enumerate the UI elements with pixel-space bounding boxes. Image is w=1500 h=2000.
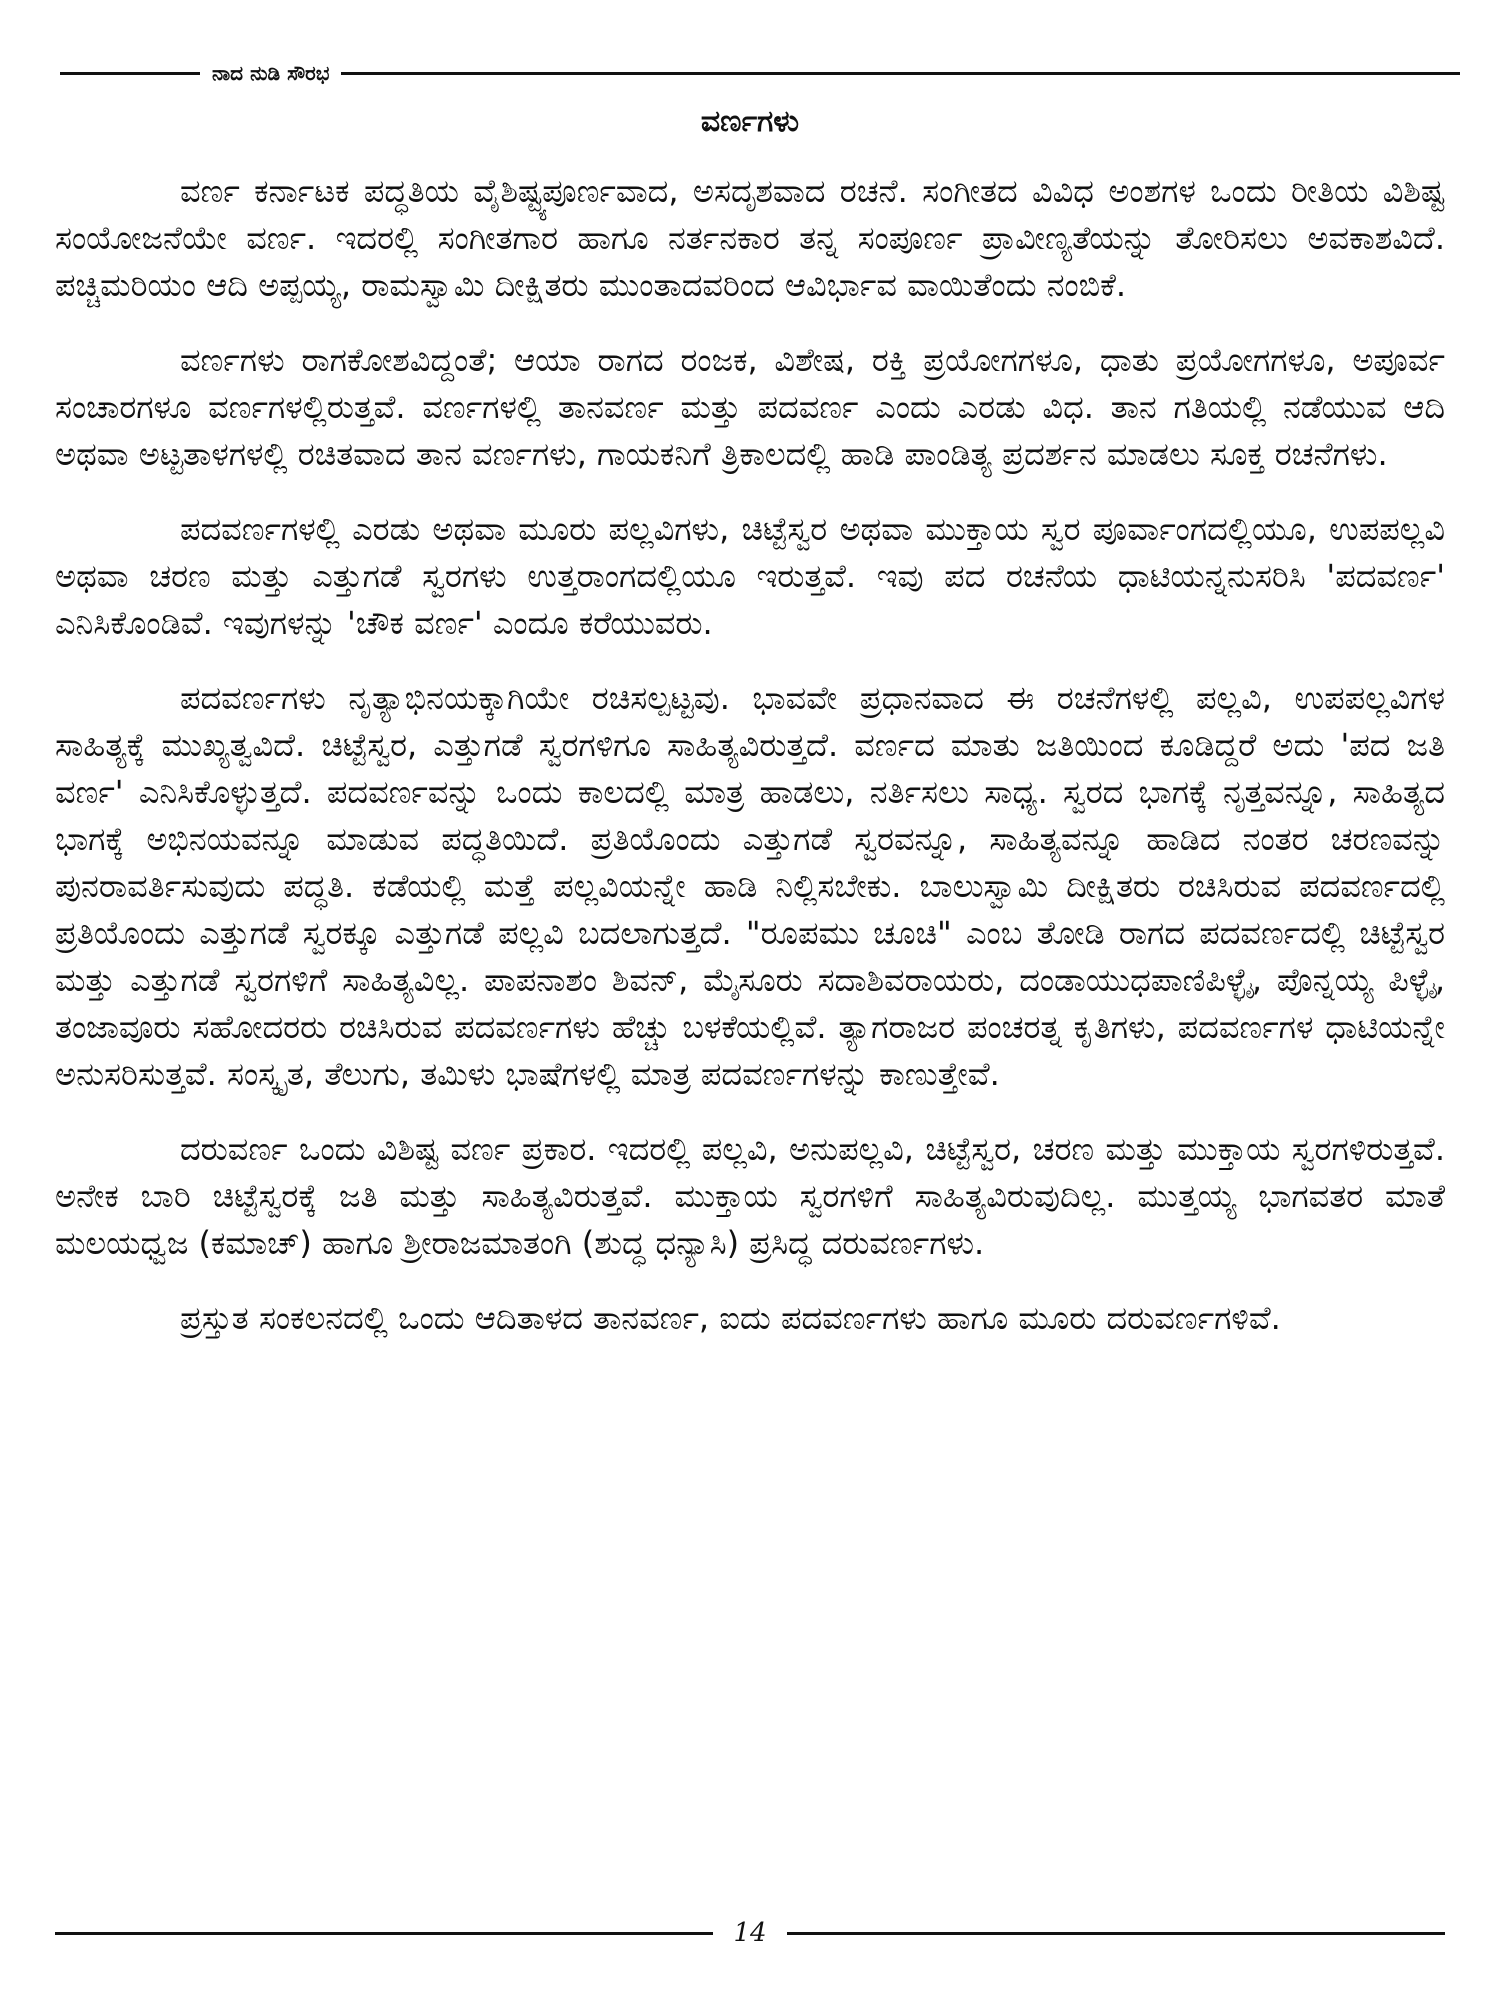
footer-rule-left	[55, 1932, 713, 1935]
paragraph-6: ಪ್ರಸ್ತುತ ಸಂಕಲನದಲ್ಲಿ ಒಂದು ಆದಿತಾಳದ ತಾನವರ್ಣ, ಐದು ಪದವರ್ಣಗಳು ಹಾಗೂ ಮೂರು ದರುವರ್ಣಗಳಿವೆ.	[180, 1299, 1281, 1337]
paragraph-1: ವರ್ಣ ಕರ್ನಾಟಕ ಪದ್ಧತಿಯ ವೈಶಿಷ್ಟ್ಯಪೂರ್ಣವಾದ, ಅಸದೃಶವಾದ ರಚನೆ. ಸಂಗೀತದ ವಿವಿಧ ಅಂಶಗಳ ಒಂದು ರೀತಿಯ ವಿಶಿಷ್ಟ ಸಂಯೋಜನೆಯೇ ವರ್ಣ. ಇದರಲ್ಲಿ ಸಂಗೀತಗಾರ ಹಾಗೂ ನರ್ತನಕಾರ ತನ್ನ ಸಂಪೂರ್ಣ ಪ್ರಾವೀಣ್ಯತೆಯನ್ನು ತೋರಿಸಲು ಅವಕಾಶವಿದೆ. ಪಚ್ಚಿಮರಿಯಂ ಆದಿ ಅಪ್ಪಯ್ಯ, ರಾಮಸ್ವಾಮಿ ದೀಕ್ಷಿತರು ಮುಂತಾದವರಿಂದ ಆವಿರ್ಭಾವ ವಾಯಿತೆಂದು ನಂಬಿಕೆ.	[55, 172, 1445, 304]
book-title: ನಾದ ನುಡಿ ಸೌರಭ	[212, 61, 330, 85]
page-footer	[55, 1913, 1445, 1953]
section-heading: ವರ್ಣಗಳು	[700, 104, 800, 139]
body-text	[55, 168, 1445, 1370]
page-header	[60, 58, 1460, 88]
paragraph-4: ಪದವರ್ಣಗಳು ನೃತ್ಯಾಭಿನಯಕ್ಕಾಗಿಯೇ ರಚಿಸಲ್ಪಟ್ಟವು. ಭಾವವೇ ಪ್ರಧಾನವಾದ ಈ ರಚನೆಗಳಲ್ಲಿ ಪಲ್ಲವಿ, ಉಪಪಲ್ಲವಿಗಳ ಸಾಹಿತ್ಯಕ್ಕೆ ಮುಖ್ಯತ್ವವಿದೆ. ಚಿಟ್ಟೆಸ್ವರ, ಎತ್ತುಗಡೆ ಸ್ವರಗಳಿಗೂ ಸಾಹಿತ್ಯವಿರುತ್ತದೆ. ವರ್ಣದ ಮಾತು ಜತಿಯಿಂದ ಕೂಡಿದ್ದರೆ ಅದು 'ಪದ ಜತಿ ವರ್ಣ' ಎನಿಸಿಕೊಳ್ಳುತ್ತದೆ. ಪದವರ್ಣವನ್ನು ಒಂದು ಕಾಲದಲ್ಲಿ ಮಾತ್ರ ಹಾಡಲು, ನರ್ತಿಸಲು ಸಾಧ್ಯ. ಸ್ವರದ ಭಾಗಕ್ಕೆ ನೃತ್ತವನ್ನೂ, ಸಾಹಿತ್ಯದ ಭಾಗಕ್ಕೆ ಅಭಿನಯವನ್ನೂ ಮಾಡುವ ಪದ್ಧತಿಯಿದೆ. ಪ್ರತಿಯೊಂದು ಎತ್ತುಗಡೆ ಸ್ವರವನ್ನೂ, ಸಾಹಿತ್ಯವನ್ನೂ ಹಾಡಿದ ನಂತರ ಚರಣವನ್ನು ಪುನರಾವರ್ತಿಸುವುದು ಪದ್ಧತಿ. ಕಡೆಯಲ್ಲಿ ಮತ್ತೆ ಪಲ್ಲವಿಯನ್ನೇ ಹಾಡಿ ನಿಲ್ಲಿಸಬೇಕು. ಬಾಲುಸ್ವಾಮಿ ದೀಕ್ಷಿತರು ರಚಿಸಿರುವ ಪದವರ್ಣದಲ್ಲಿ ಪ್ರತಿಯೊಂದು ಎತ್ತುಗಡೆ ಸ್ವರಕ್ಕೂ ಎತ್ತುಗಡೆ ಪಲ್ಲವಿ ಬದಲಾಗುತ್ತದೆ. "ರೂಪಮು ಚೂಚಿ" ಎಂಬ ತೋಡಿ ರಾಗದ ಪದವರ್ಣದಲ್ಲಿ ಚಿಟ್ಟೆಸ್ವರ ಮತ್ತು ಎತ್ತುಗಡೆ ಸ್ವರಗಳಿಗೆ ಸಾಹಿತ್ಯವಿಲ್ಲ. ಪಾಪನಾಶಂ ಶಿವನ್, ಮೈಸೂರು ಸದಾಶಿವರಾಯರು, ದಂಡಾಯುಧಪಾಣಿಪಿಳ್ಳೈ, ಪೊನ್ನಯ್ಯ ಪಿಳ್ಳೈ, ತಂಜಾವೂರು ಸಹೋದರರು ರಚಿಸಿರುವ ಪದವರ್ಣಗಳು ಹೆಚ್ಚು ಬಳಕೆಯಲ್ಲಿವೆ. ತ್ಯಾಗರಾಜರ ಪಂಚರತ್ನ ಕೃತಿಗಳು, ಪದವರ್ಣಗಳ ಧಾಟಿಯನ್ನೇ ಅನುಸರಿಸುತ್ತವೆ. ಸಂಸ್ಕೃತ, ತೆಲುಗು, ತಮಿಳು ಭಾಷೆಗಳಲ್ಲಿ ಮಾತ್ರ ಪದವರ್ಣಗಳನ್ನು ಕಾಣುತ್ತೇವೆ.	[55, 679, 1445, 1093]
header-rule-right	[341, 72, 1460, 75]
paragraph-3: ಪದವರ್ಣಗಳಲ್ಲಿ ಎರಡು ಅಥವಾ ಮೂರು ಪಲ್ಲವಿಗಳು, ಚಿಟ್ಟೆಸ್ವರ ಅಥವಾ ಮುಕ್ತಾಯ ಸ್ವರ ಪೂರ್ವಾಂಗದಲ್ಲಿಯೂ, ಉಪಪಲ್ಲವಿ ಅಥವಾ ಚರಣ ಮತ್ತು ಎತ್ತುಗಡೆ ಸ್ವರಗಳು ಉತ್ತರಾಂಗದಲ್ಲಿಯೂ ಇರುತ್ತವೆ. ಇವು ಪದ ರಚನೆಯ ಧಾಟಿಯನ್ನನುಸರಿಸಿ 'ಪದವರ್ಣ' ಎನಿಸಿಕೊಂಡಿವೆ. ಇವುಗಳನ್ನು 'ಚೌಕ ವರ್ಣ' ಎಂದೂ ಕರೆಯುವರು.	[55, 510, 1445, 642]
paragraph-2: ವರ್ಣಗಳು ರಾಗಕೋಶವಿದ್ದಂತೆ; ಆಯಾ ರಾಗದ ರಂಜಕ, ವಿಶೇಷ, ರಕ್ತಿ ಪ್ರಯೋಗಗಳೂ, ಧಾತು ಪ್ರಯೋಗಗಳೂ, ಅಪೂರ್ವ ಸಂಚಾರಗಳೂ ವರ್ಣಗಳಲ್ಲಿರುತ್ತವೆ. ವರ್ಣಗಳಲ್ಲಿ ತಾನವರ್ಣ ಮತ್ತು ಪದವರ್ಣ ಎಂದು ಎರಡು ವಿಧ. ತಾನ ಗತಿಯಲ್ಲಿ ನಡೆಯುವ ಆದಿ ಅಥವಾ ಅಟ್ಟತಾಳಗಳಲ್ಲಿ ರಚಿತವಾದ ತಾನ ವರ್ಣಗಳು, ಗಾಯಕನಿಗೆ ತ್ರಿಕಾಲದಲ್ಲಿ ಹಾಡಿ ಪಾಂಡಿತ್ಯ ಪ್ರದರ್ಶನ ಮಾಡಲು ಸೂಕ್ತ ರಚನೆಗಳು.	[55, 341, 1445, 473]
page-number: 14	[733, 1918, 767, 1948]
paragraph-5: ದರುವರ್ಣ ಒಂದು ವಿಶಿಷ್ಟ ವರ್ಣ ಪ್ರಕಾರ. ಇದರಲ್ಲಿ ಪಲ್ಲವಿ, ಅನುಪಲ್ಲವಿ, ಚಿಟ್ಟೆಸ್ವರ, ಚರಣ ಮತ್ತು ಮುಕ್ತಾಯ ಸ್ವರಗಳಿರುತ್ತವೆ. ಅನೇಕ ಬಾರಿ ಚಿಟ್ಟೆಸ್ವರಕ್ಕೆ ಜತಿ ಮತ್ತು ಸಾಹಿತ್ಯವಿರುತ್ತವೆ. ಮುಕ್ತಾಯ ಸ್ವರಗಳಿಗೆ ಸಾಹಿತ್ಯವಿರುವುದಿಲ್ಲ. ಮುತ್ತಯ್ಯ ಭಾಗವತರ ಮಾತೆ ಮಲಯಧ್ವಜ (ಕಮಾಚ್) ಹಾಗೂ ಶ್ರೀರಾಜಮಾತಂಗಿ (ಶುದ್ಧ ಧನ್ಯಾಸಿ) ಪ್ರಸಿದ್ಧ ದರುವರ್ಣಗಳು.	[55, 1130, 1445, 1262]
footer-rule-right	[787, 1932, 1445, 1935]
header-rule-left	[60, 72, 200, 75]
